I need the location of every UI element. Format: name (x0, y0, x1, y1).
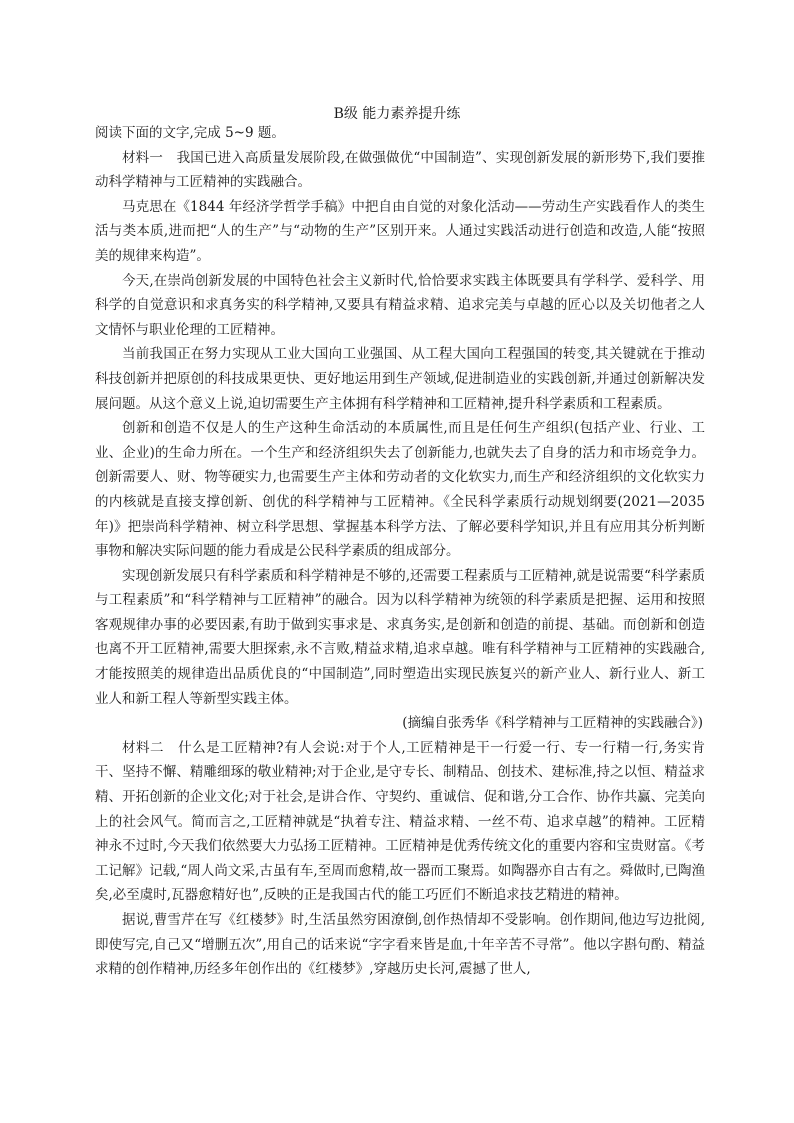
paragraph-6: 实现创新发展只有科学素质和科学精神是不够的,还需要工程素质与工匠精神,就是说需要“科学素质与工程素质”和“科学精神与工匠精神”的融合。因为以科学精神为统领的科学素质是把握、运用和按照客观规律办事的必要因素,有助于做到实事求是、求真务实,是创新和创造的前提、基础。而创新和创造也离不开工匠精神,需要大胆探索,永不言败,精益求精,追求卓越。唯有科学精神与工匠精神的实践融合,才能按照美的规律造出品质优良的“中国制造”,同时塑造出实现民族复兴的新产业人、新行业人、新工业人和新工程人等新型实践主体。 (95, 567, 705, 707)
paragraph-1: 材料一 我国已进入高质量发展阶段,在做强做优“中国制造”、实现创新发展的新形势下,我们要推动科学精神与工匠精神的实践融合。 (95, 149, 705, 191)
paragraph-4: 当前我国正在努力实现从工业大国向工业强国、从工程大国向工程强国的转变,其关键就在于推动科技创新并把原创的科技成果更快、更好地运用到生产领域,促进制造业的实践创新,并通过创新解决发展问题。从这个意义上说,迫切需要生产主体拥有科学精神和工匠精神,提升科学素质和工程素质。 (95, 346, 705, 412)
source-citation: (摘编自张秀华《科学精神与工匠精神的实践融合》) (402, 715, 703, 732)
paragraph-2: 马克思在《1844 年经济学哲学手稿》中把自由自觉的对象化活动——劳动生产实践看作人的类生活与类本质,进而把“人的生产”与“动物的生产”区别开来。人通过实践活动进行创造和改造,人能“按照美的规律来构造”。 (95, 198, 705, 264)
paragraph-8: 据说,曹雪芹在写《红楼梦》时,生活虽然穷困潦倒,创作热情却不受影响。创作期间,他边写边批阅,即使写完,自己又“增删五次”,用自己的话来说“字字看来皆是血,十年辛苦不寻常”。他以字斟句酌、精益求精的创作精神,历经多年创作出的《红楼梦》,穿越历史长河,震撼了世人, (95, 912, 705, 978)
paragraph-7: 材料二 什么是工匠精神?有人会说:对于个人,工匠精神是干一行爱一行、专一行精一行,务实肯干、坚持不懈、精雕细琢的敬业精神;对于企业,是守专长、制精品、创技术、建标准,持之以恒、精益求精、开拓创新的企业文化;对于社会,是讲合作、守契约、重诚信、促和谐,分工合作、协作共赢、完美向上的社会风气。简而言之,工匠精神就是“执着专注、精益求精、一丝不苟、追求卓越”的精神。工匠精神永不过时,今天我们依然要大力弘扬工匠精神。工匠精神是优秀传统文化的重要内容和宝贵财富。《考工记解》记载,“周人尚文采,古虽有车,至周而愈精,故一器而工聚焉。如陶器亦自古有之。舜做时,已陶渔矣,必至虞时,瓦器愈精好也”,反映的正是我国古代的能工巧匠们不断追求技艺精进的精神。 (95, 739, 705, 904)
paragraph-3: 今天,在崇尚创新发展的中国特色社会主义新时代,恰恰要求实践主体既要具有学科学、爱科学、用科学的自觉意识和求真务实的科学精神,又要具有精益求精、追求完美与卓越的匠心以及关切他者之人文情怀与职业伦理的工匠精神。 (95, 272, 705, 338)
article-body (95, 121, 705, 982)
paragraph-5: 创新和创造不仅是人的生产这种生命活动的本质属性,而且是任何生产组织(包括产业、行业、工业、企业)的生命力所在。一个生产和经济组织失去了创新能力,也就失去了自身的活力和市场竞争力。创新需要人、财、物等硬实力,也需要生产主体和劳动者的文化软实力,而生产和经济组织的文化软实力的内核就是直接支撑创新、创优的科学精神与工匠精神。《全民科学素质行动规划纲要(2021—2035 年)》把崇尚科学精神、树立科学思想、掌握基本科学方法、了解必要科学知识,并且有应用其分析判断事物和解决实际问题的能力看成是公民科学素质的组成部分。 (95, 420, 705, 560)
page-title: B级 能力素养提升练 (333, 106, 461, 122)
instruction-text: 阅读下面的文字,完成 5~9 题。 (95, 125, 285, 141)
